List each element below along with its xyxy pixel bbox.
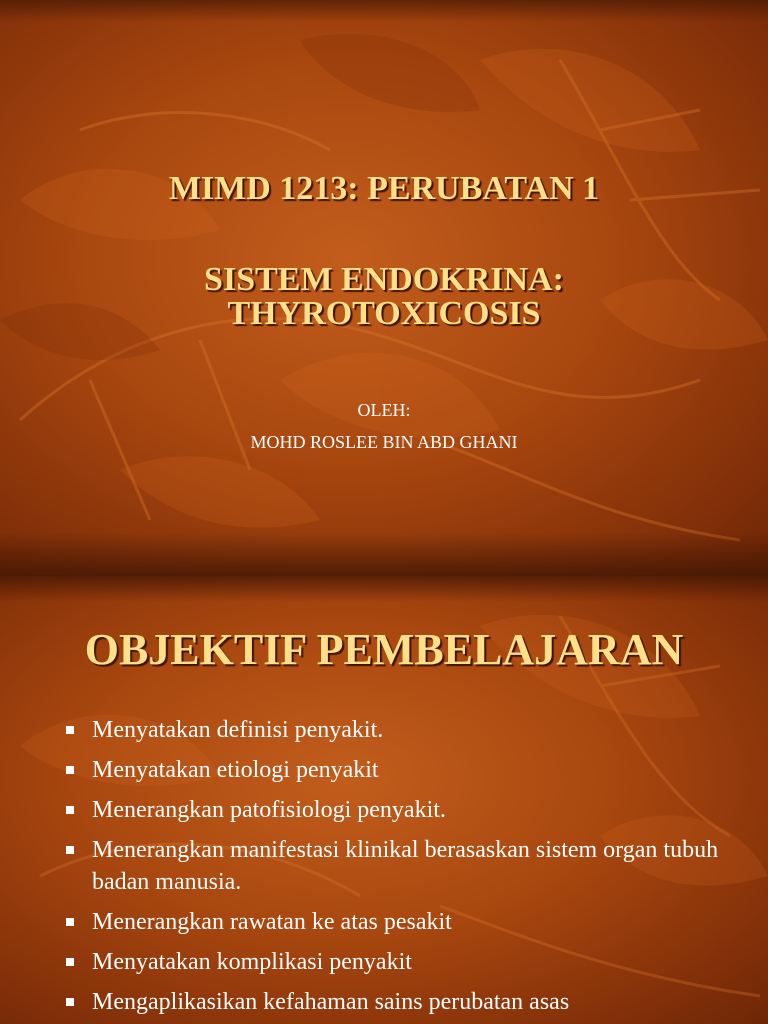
square-bullet-icon bbox=[66, 806, 74, 814]
author-name: MOHD ROSLEE BIN ABD GHANI bbox=[250, 432, 518, 452]
square-bullet-icon bbox=[66, 726, 74, 734]
list-item-text: Menyatakan definisi penyakit. bbox=[92, 717, 384, 743]
slide-title: OBJEKTIF PEMBELAJARAN bbox=[84, 625, 684, 674]
course-title: MIMD 1213: PERUBATAN 1 bbox=[168, 170, 600, 207]
square-bullet-icon bbox=[66, 846, 74, 854]
list-item-text: Menerangkan patofisiologi penyakit. bbox=[92, 797, 446, 823]
by-label: OLEH: bbox=[357, 400, 411, 420]
list-item bbox=[64, 906, 724, 938]
list-item-text: Menyatakan komplikasi penyakit bbox=[92, 949, 412, 975]
square-bullet-icon bbox=[66, 766, 74, 774]
square-bullet-icon bbox=[66, 958, 74, 966]
square-bullet-icon bbox=[66, 918, 74, 926]
list-item bbox=[64, 794, 724, 826]
objectives-slide bbox=[0, 576, 768, 1024]
author-block bbox=[0, 394, 768, 458]
list-item-text: Menyatakan etiologi penyakit bbox=[92, 757, 379, 783]
list-item bbox=[64, 834, 724, 898]
objectives-list bbox=[64, 714, 724, 1024]
topic-title-line-1: SISTEM ENDOKRINA: bbox=[204, 261, 564, 298]
list-item bbox=[64, 754, 724, 786]
list-item-text: Mengaplikasikan kefahaman sains perubatan asas bbox=[92, 989, 570, 1015]
square-bullet-icon bbox=[66, 998, 74, 1006]
list-item bbox=[64, 714, 724, 746]
topic-title-line-2: THYROTOXICOSIS bbox=[227, 295, 541, 332]
list-item bbox=[64, 986, 724, 1018]
topic-title bbox=[0, 263, 768, 331]
list-item bbox=[64, 946, 724, 978]
list-item-text: Menerangkan manifestasi klinikal berasaskan sistem organ tubuh badan manusia. bbox=[92, 837, 719, 895]
list-item-text: Menerangkan rawatan ke atas pesakit bbox=[92, 909, 452, 935]
